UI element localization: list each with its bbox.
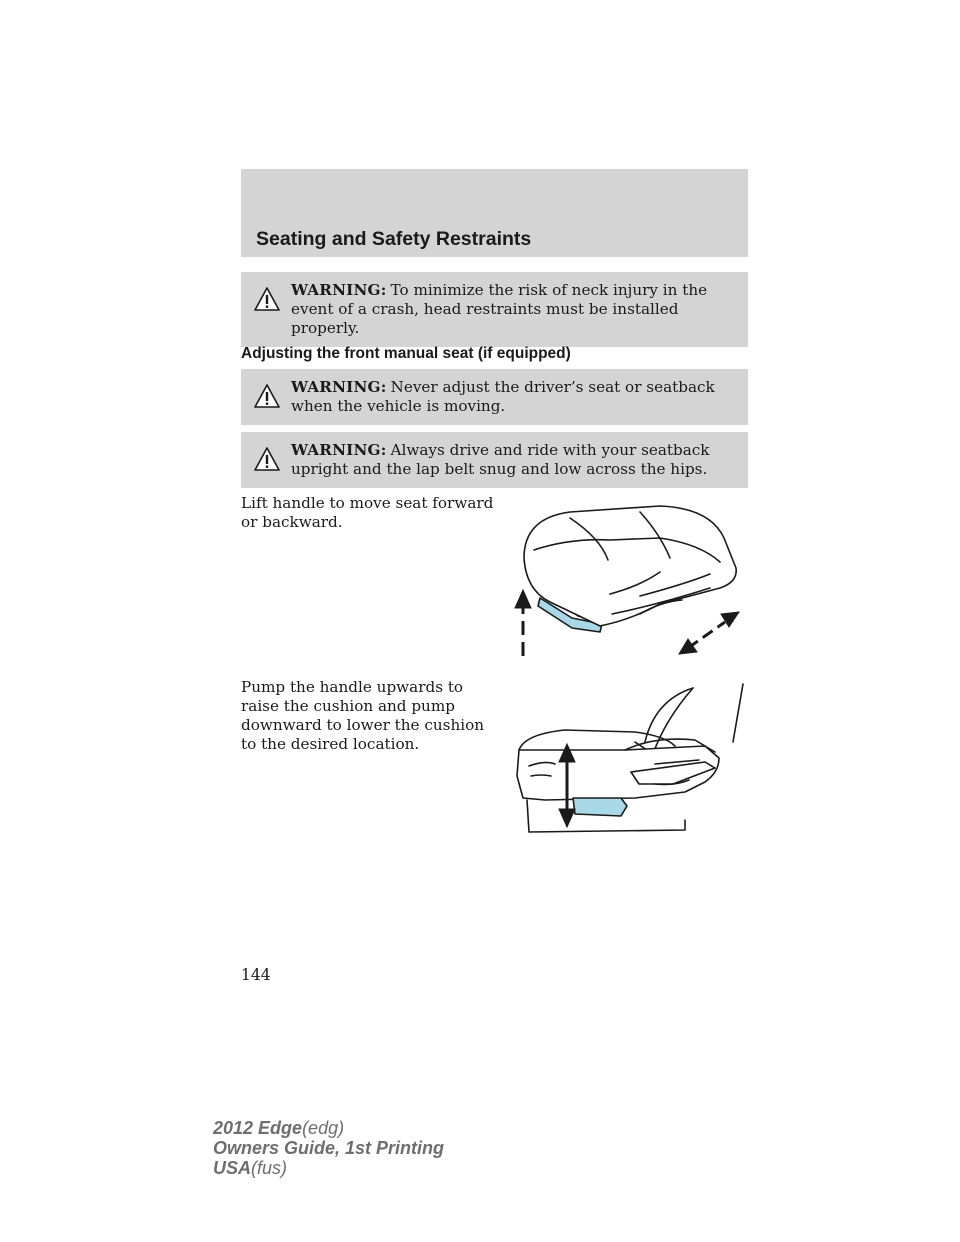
instruction-paragraph: Lift handle to move seat forward or backward.	[241, 494, 494, 531]
warning-box	[241, 369, 748, 425]
section-title: Seating and Safety Restraints	[256, 228, 532, 250]
seat-height-illustration	[505, 680, 750, 835]
warning-triangle-icon	[254, 287, 280, 311]
footer-market-code: (fus)	[251, 1158, 288, 1178]
footer-model-code: (edg)	[302, 1118, 345, 1138]
warning-triangle-icon	[254, 384, 280, 408]
subsection-heading: Adjusting the front manual seat (if equipped)	[241, 345, 571, 362]
warning-label: WARNING:	[291, 378, 387, 396]
footer-line-3	[213, 1158, 444, 1178]
document-footer	[213, 1118, 444, 1178]
footer-line-1	[213, 1118, 444, 1138]
instruction-paragraph: Pump the handle upwards to raise the cushion and pump downward to lower the cushion to the desired location.	[241, 678, 485, 753]
page-number: 144	[241, 966, 271, 984]
warning-label: WARNING:	[291, 281, 387, 299]
warning-text: Never adjust the driver’s seat or seatback when the vehicle is moving.	[291, 378, 715, 415]
warning-box	[241, 432, 748, 488]
warning-label: WARNING:	[291, 441, 387, 459]
footer-model: 2012 Edge	[213, 1118, 303, 1138]
footer-printing: Owners Guide, 1st Printing	[213, 1138, 445, 1158]
footer-line-2	[213, 1138, 444, 1158]
footer-market: USA	[213, 1158, 252, 1178]
warning-box	[241, 272, 748, 347]
seat-track-illustration	[510, 498, 750, 663]
section-header	[241, 169, 748, 257]
warning-text: To minimize the risk of neck injury in the event of a crash, head restraints must be installed properly.	[291, 281, 708, 337]
warning-triangle-icon	[254, 447, 280, 471]
warning-text: Always drive and ride with your seatback upright and the lap belt snug and low across the hips.	[291, 441, 710, 478]
